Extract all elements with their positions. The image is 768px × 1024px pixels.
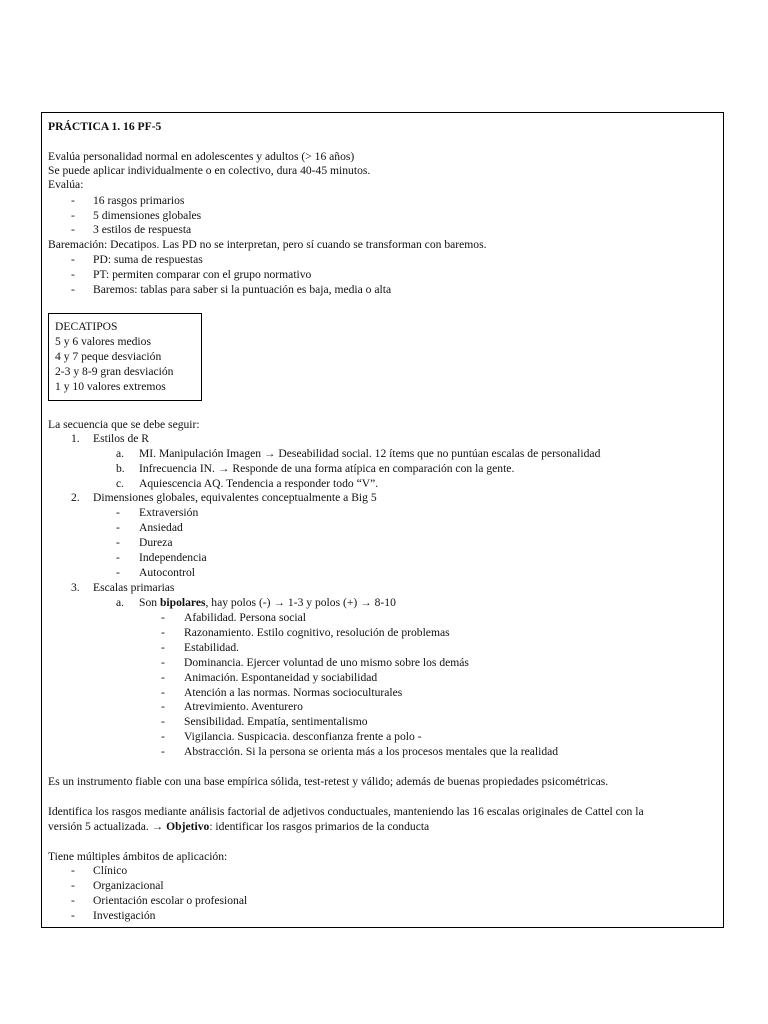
escala-item: Animación. Espontaneidad y sociabilidad — [184, 671, 378, 684]
escala-item: Estabilidad. — [184, 641, 240, 654]
decatipos-heading: DECATIPOS — [55, 320, 118, 333]
list-dash: - — [71, 283, 75, 296]
evalua-label: Evalúa: — [48, 178, 84, 191]
estilo-item: Infrecuencia IN. → Responde de una forma atípica en comparación con la gente. — [139, 462, 515, 475]
escala-item: Atención a las normas. Normas socioculturales — [184, 686, 403, 699]
evalua-item: 5 dimensiones globales — [93, 209, 202, 222]
list-letter: a. — [116, 447, 125, 460]
identifica-pre: versión 5 actualizada. → — [48, 820, 167, 833]
estilo-item: Aquiescencia AQ. Tendencia a responder todo “V”. — [139, 477, 379, 490]
identifica-post: : identificar los rasgos primarios de la conducta — [209, 820, 430, 833]
list-dash: - — [71, 253, 75, 266]
fiable-text: Es un instrumento fiable con una base empírica sólida, test-retest y válido; además de buenas propiedades psicométricas. — [48, 775, 609, 788]
list-dash: - — [161, 686, 165, 699]
baremacion-item: Baremos: tablas para saber si la puntuación es baja, media o alta — [93, 283, 392, 296]
baremacion-item: PD: suma de respuestas — [93, 253, 203, 266]
bipolares-pre: Son — [139, 596, 160, 609]
decatipos-line: 1 y 10 valores extremos — [55, 380, 166, 393]
list-dash: - — [116, 566, 120, 579]
page-title: PRÁCTICA 1. 16 PF-5 — [48, 120, 162, 133]
escala-item: Atrevimiento. Aventurero — [184, 700, 303, 713]
escala-item: Abstracción. Si la persona se orienta más a los procesos mentales que la realidad — [184, 745, 559, 758]
identifica-line-1: Identifica los rasgos mediante análisis factorial de adjetivos conductuales, manteniendo las 16 escalas originales de Cattel con la — [48, 805, 644, 818]
identifica-line-2 — [48, 820, 429, 834]
list-dash: - — [161, 700, 165, 713]
secuencia-item-3: Escalas primarias — [93, 581, 175, 594]
list-number: 3. — [71, 581, 80, 594]
list-letter: a. — [116, 596, 125, 609]
objetivo-bold: Objetivo — [166, 820, 210, 833]
dimension-item: Independencia — [139, 551, 207, 564]
list-dash: - — [71, 194, 75, 207]
baremacion-text: Baremación: Decatipos. Las PD no se interpretan, pero sí cuando se transforman con baremos. — [48, 238, 487, 251]
dimension-item: Dureza — [139, 536, 173, 549]
list-dash: - — [161, 641, 165, 654]
escala-item: Afabilidad. Persona social — [184, 611, 307, 624]
list-dash: - — [71, 909, 75, 922]
ambitos-intro: Tiene múltiples ámbitos de aplicación: — [48, 850, 228, 863]
intro-line-2: Se puede aplicar individualmente o en colectivo, dura 40-45 minutos. — [48, 164, 371, 177]
bipolares-post: , hay polos (-) → 1-3 y polos (+) → 8-10 — [205, 596, 396, 609]
escala-item: Vigilancia. Suspicacia. desconfianza frente a polo - — [184, 730, 422, 743]
ambito-item: Investigación — [93, 909, 156, 922]
list-dash: - — [161, 745, 165, 758]
list-dash: - — [71, 223, 75, 236]
list-dash: - — [161, 656, 165, 669]
decatipos-line: 5 y 6 valores medios — [55, 335, 151, 348]
escala-item: Razonamiento. Estilo cognitivo, resolución de problemas — [184, 626, 450, 639]
list-dash: - — [71, 864, 75, 877]
escala-item: Dominancia. Ejercer voluntad de uno mismo sobre los demás — [184, 656, 469, 669]
list-dash: - — [71, 209, 75, 222]
list-number: 2. — [71, 491, 80, 504]
dimension-item: Autocontrol — [139, 566, 196, 579]
decatipos-line: 4 y 7 peque desviación — [55, 350, 162, 363]
secuencia-intro: La secuencia que se debe seguir: — [48, 418, 200, 431]
decatipos-line: 2-3 y 8-9 gran desviación — [55, 365, 174, 378]
list-dash: - — [161, 715, 165, 728]
list-dash: - — [116, 521, 120, 534]
evalua-item: 16 rasgos primarios — [93, 194, 185, 207]
ambito-item: Organizacional — [93, 879, 164, 892]
list-dash: - — [71, 894, 75, 907]
list-letter: b. — [116, 462, 125, 475]
baremacion-item: PT: permiten comparar con el grupo normativo — [93, 268, 312, 281]
list-letter: c. — [116, 477, 125, 490]
list-dash: - — [116, 506, 120, 519]
list-number: 1. — [71, 432, 80, 445]
escala-item: Sensibilidad. Empatía, sentimentalismo — [184, 715, 368, 728]
evalua-item: 3 estilos de respuesta — [93, 223, 192, 236]
ambito-item: Clínico — [93, 864, 128, 877]
bipolares-bold: bipolares — [159, 596, 206, 609]
list-dash: - — [161, 626, 165, 639]
list-dash: - — [161, 611, 165, 624]
ambito-item: Orientación escolar o profesional — [93, 894, 248, 907]
secuencia-item-2: Dimensiones globales, equivalentes conceptualmente a Big 5 — [93, 491, 377, 504]
secuencia-item-1: Estilos de R — [93, 432, 150, 445]
estilo-item: MI. Manipulación Imagen → Deseabilidad social. 12 ítems que no puntúan escalas de personalidad — [139, 447, 601, 460]
list-dash: - — [161, 671, 165, 684]
list-dash: - — [116, 551, 120, 564]
list-dash: - — [71, 879, 75, 892]
list-dash: - — [161, 730, 165, 743]
dimension-item: Extraversión — [139, 506, 199, 519]
list-dash: - — [116, 536, 120, 549]
escalas-bipolares-text — [139, 596, 396, 610]
dimension-item: Ansiedad — [139, 521, 183, 534]
intro-line-1: Evalúa personalidad normal en adolescentes y adultos (> 16 años) — [48, 150, 355, 163]
list-dash: - — [71, 268, 75, 281]
